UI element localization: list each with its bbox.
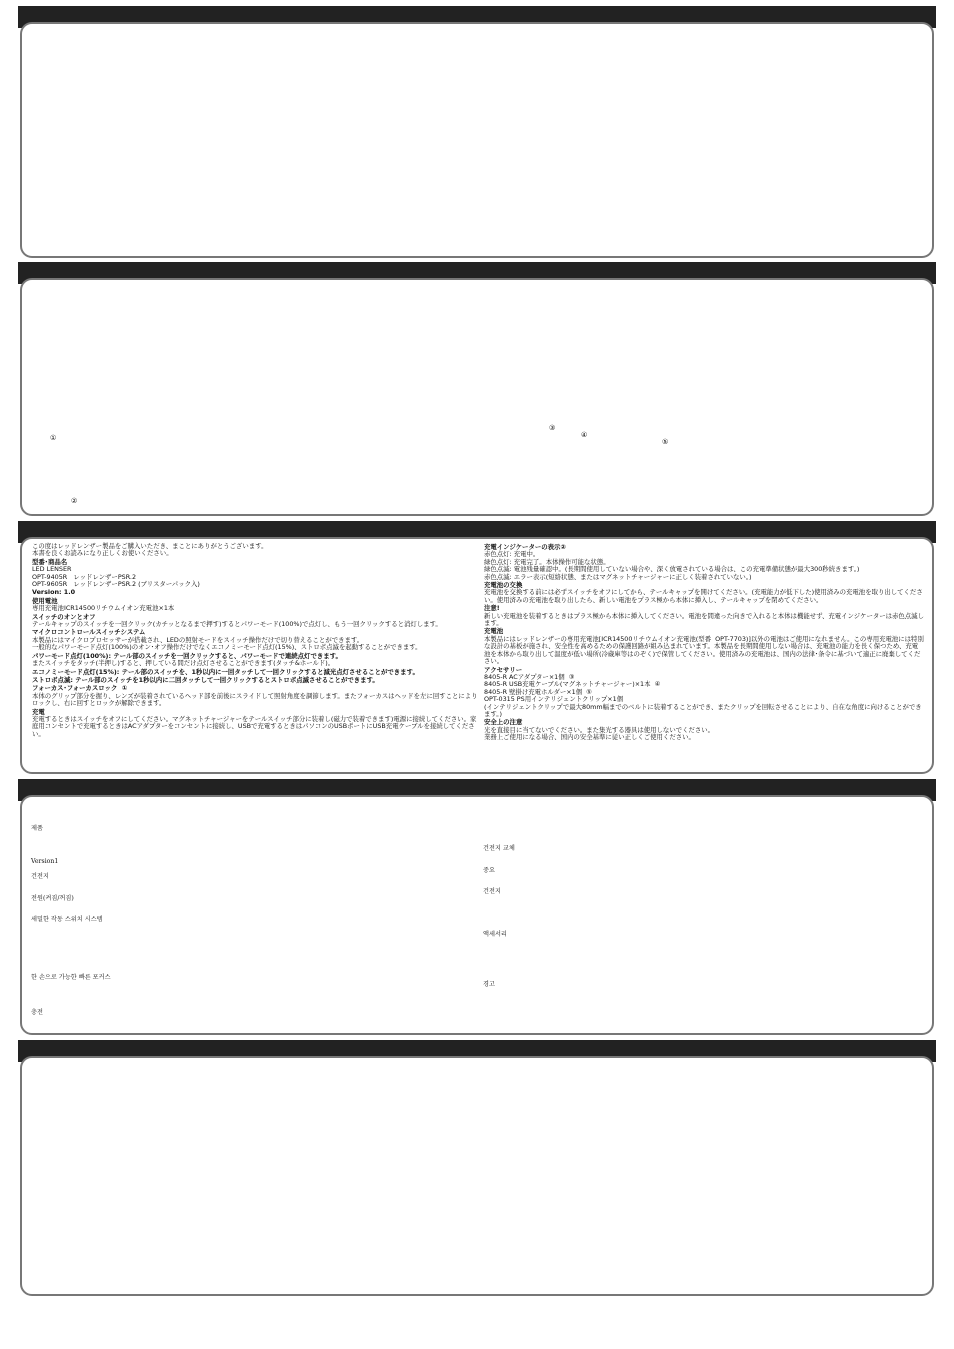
japanese-left-column <box>32 543 482 738</box>
japanese-right-column <box>484 543 924 742</box>
body-text: 赤色点灯: 充電中。 <box>484 550 540 559</box>
panel-content-box <box>20 1056 934 1296</box>
korean-heading-focus: 한 손으로 가능한 빠른 포커스 <box>31 974 111 981</box>
korean-heading-product: 제품 <box>31 825 43 832</box>
section-heading: スイッチのオンとオフ <box>32 612 96 621</box>
korean-heading-warning: 경고 <box>483 981 495 988</box>
panel-content-box <box>20 278 934 516</box>
callout-1: ① <box>50 434 57 442</box>
section-heading: フォーカス･フォーカスロック ① <box>32 684 128 693</box>
section-heading: 充電池 <box>484 627 504 636</box>
panel-content-box <box>20 795 934 1035</box>
body-text: 光を直接目に当てないでください。また集光する器具は使用しないでください。 <box>484 725 715 734</box>
korean-heading-battery-2: 건전지 <box>483 888 501 895</box>
body-text: 新しい充電池を装着するときはプラス極から本体に挿入してください。電池を間違った向きで入れると本体は機能せず、充電インジケーターは赤色点滅します。 <box>484 611 924 628</box>
body-text: OPT-9605R レッドレンザーPSR.2 (ブリスターパック入) <box>32 580 200 589</box>
panel-blank-bottom <box>18 1040 936 1296</box>
body-text: この度はレッドレンザー製品をご購入いただき、まことにありがとうございます。 <box>32 542 268 550</box>
body-text: 充電池を交換する前には必ずスイッチをオフにしてから、テールキャップを開けてください。(充電能力が低下した)使用済みの充電池を取り出してください。使用済みの充電池を取り出したら、新しい電池をプラス極から本体に挿入し、テールキャップを閉めてください。 <box>484 588 923 604</box>
panel-korean-manual <box>18 779 936 1035</box>
body-text: テールキャップのスイッチを一回クリック(カチッとなるまで押す)するとパワーモード(100%)で点灯し、もう一回クリックすると消灯します。 <box>32 620 442 629</box>
callout-5: ⑤ <box>662 438 669 446</box>
section-heading: 型番･商品名 <box>32 557 68 566</box>
korean-heading-switch-system: 세밀한 작동 스위치 시스템 <box>31 916 103 923</box>
section-heading: 充電池の交換 <box>484 581 523 590</box>
body-text: 業務上ご使用になる場合、国内の安全基準に従い正しくご使用ください。 <box>484 733 695 742</box>
panel-content-box <box>20 22 934 258</box>
body-text: 赤色点滅: エラー表示(短絡状態、またはマグネットチャージャーに正しく装着されていない。) <box>484 572 752 581</box>
callout-3: ③ <box>549 424 556 432</box>
section-heading: パワーモード点灯(100%): テール部のスイッチを一回クリックすると、パワーモードで連続点灯できます。 <box>32 651 342 660</box>
korean-heading-important: 중요 <box>483 867 495 874</box>
body-text: 専用充電池ICR14500リチウムイオン充電池×1本 <box>32 604 175 613</box>
body-text: OPT-9405R レッドレンザーPSR.2 <box>32 572 137 581</box>
body-text: 充電するときはスイッチをオフにしてください。マグネットチャージャーをテールスイッチ部分に装着し(磁力で装着できます)電源に接続してください。家庭用コンセントで充電するときはACアダプターをコンセントに接続し、USBで充電するときはパソコンのUSBポートにUSB充電ケーブルを接続してください。 <box>32 714 477 738</box>
body-text: (インテリジェントクリップで最大80mm幅までのベルトに装着することができ、またクリップを回転させることにより、自在な角度に向けることができます。) <box>484 702 922 718</box>
body-text: 緑色点滅: 電池残量確認中。(長期間使用していない場合や、深く放電されている場合は、この充電準備状態が最大300秒続きます。) <box>484 565 860 574</box>
korean-heading-accessories: 액세서리 <box>483 931 507 938</box>
section-heading: 使用電池 <box>32 596 58 605</box>
korean-heading-charging: 충전 <box>31 1009 43 1016</box>
section-heading: Version: 1.0 <box>32 588 76 597</box>
section-heading: 充電 <box>32 707 45 716</box>
panel-blank-top <box>18 6 936 258</box>
korean-heading-battery: 건전지 <box>31 873 49 880</box>
body-text: 本書を良くお読みになり正しくお使いください。 <box>32 549 173 558</box>
section-heading: エコノミーモード点灯(15%): テール部のスイッチを、1秒以内に一回タッチして一回クリックすると減光点灯させることができます。 <box>32 667 419 676</box>
section-heading: 安全上の注意 <box>484 718 523 727</box>
panel-illustration <box>18 262 936 516</box>
body-text: 本体のグリップ部分を握り、レンズが装着されているヘッド部を前後にスライドして照射角度を調節します。またフォーカスはヘッドを左に回すことによりロックし、右に回すとロックが解除できます。 <box>32 691 478 708</box>
body-text: 本製品にはレッドレンザーの専用充電池[ICR14500リチウムイオン充電池(型番 OPT-7703)]以外の電池はご使用になれません。この専用充電池には特別な設計の基板が施され、安全性を高めるための保護回路が組み込まれています。本製品を長期間使用しない場合は、充電池の能力を長く保つため、充電池を本体から取り出して温度が低い場所(冷蔵庫等はのぞく)で保管してください。使用済みの充電池は、国内の法律･条令に基づいて適正に廃棄してください。 <box>484 634 924 666</box>
korean-heading-power: 전원(켜짐/꺼짐) <box>31 895 74 902</box>
body-text: 8405-R 壁掛け充電ホルダー×1個 ⑤ <box>484 687 592 696</box>
body-text: 8405-R USB充電ケーブル(マグネットチャージャー)×1本 ④ <box>484 680 661 689</box>
body-text: LED LENSER <box>32 565 72 574</box>
body-text: 緑色点灯: 充電完了。本体操作可能な状態。 <box>484 557 610 566</box>
section-heading: アクセサリー <box>484 665 523 674</box>
korean-heading-battery-replace: 건전지 교체 <box>483 845 515 852</box>
section-heading: 充電インジケーターの表示② <box>484 543 566 551</box>
panel-japanese-manual <box>18 521 936 774</box>
korean-heading-version: Version1 <box>31 858 59 865</box>
body-text: 本製品にはマイクロプロセッサーが搭載され、LEDの照射モードをスイッチ操作だけで切り替えることができます。 <box>32 635 364 644</box>
section-heading: ストロボ点滅: テール部のスイッチを1秒以内に二回タッチして一回クリックするとストロボ点滅させることができます。 <box>32 675 379 684</box>
body-text: OPT-0315 PS用インテリジェントクリップ×1個 <box>484 695 624 704</box>
callout-2: ② <box>71 497 78 505</box>
body-text: またスイッチをタッチ(半押し)すると、押している間だけ点灯させることができます(タッチ&ホールド)。 <box>32 659 335 668</box>
body-text: 一般的なパワーモード点灯(100%)のオン･オフ操作だけでなくエコノミーモード点灯(15%)、ストロボ点滅を起動することができます。 <box>32 643 422 652</box>
section-heading: マイクロコントロールスイッチシステム <box>32 628 146 637</box>
body-text: 8405-R ACアダプター×1個 ③ <box>484 672 575 681</box>
section-heading: 注意! <box>484 604 500 613</box>
callout-4: ④ <box>581 431 588 439</box>
